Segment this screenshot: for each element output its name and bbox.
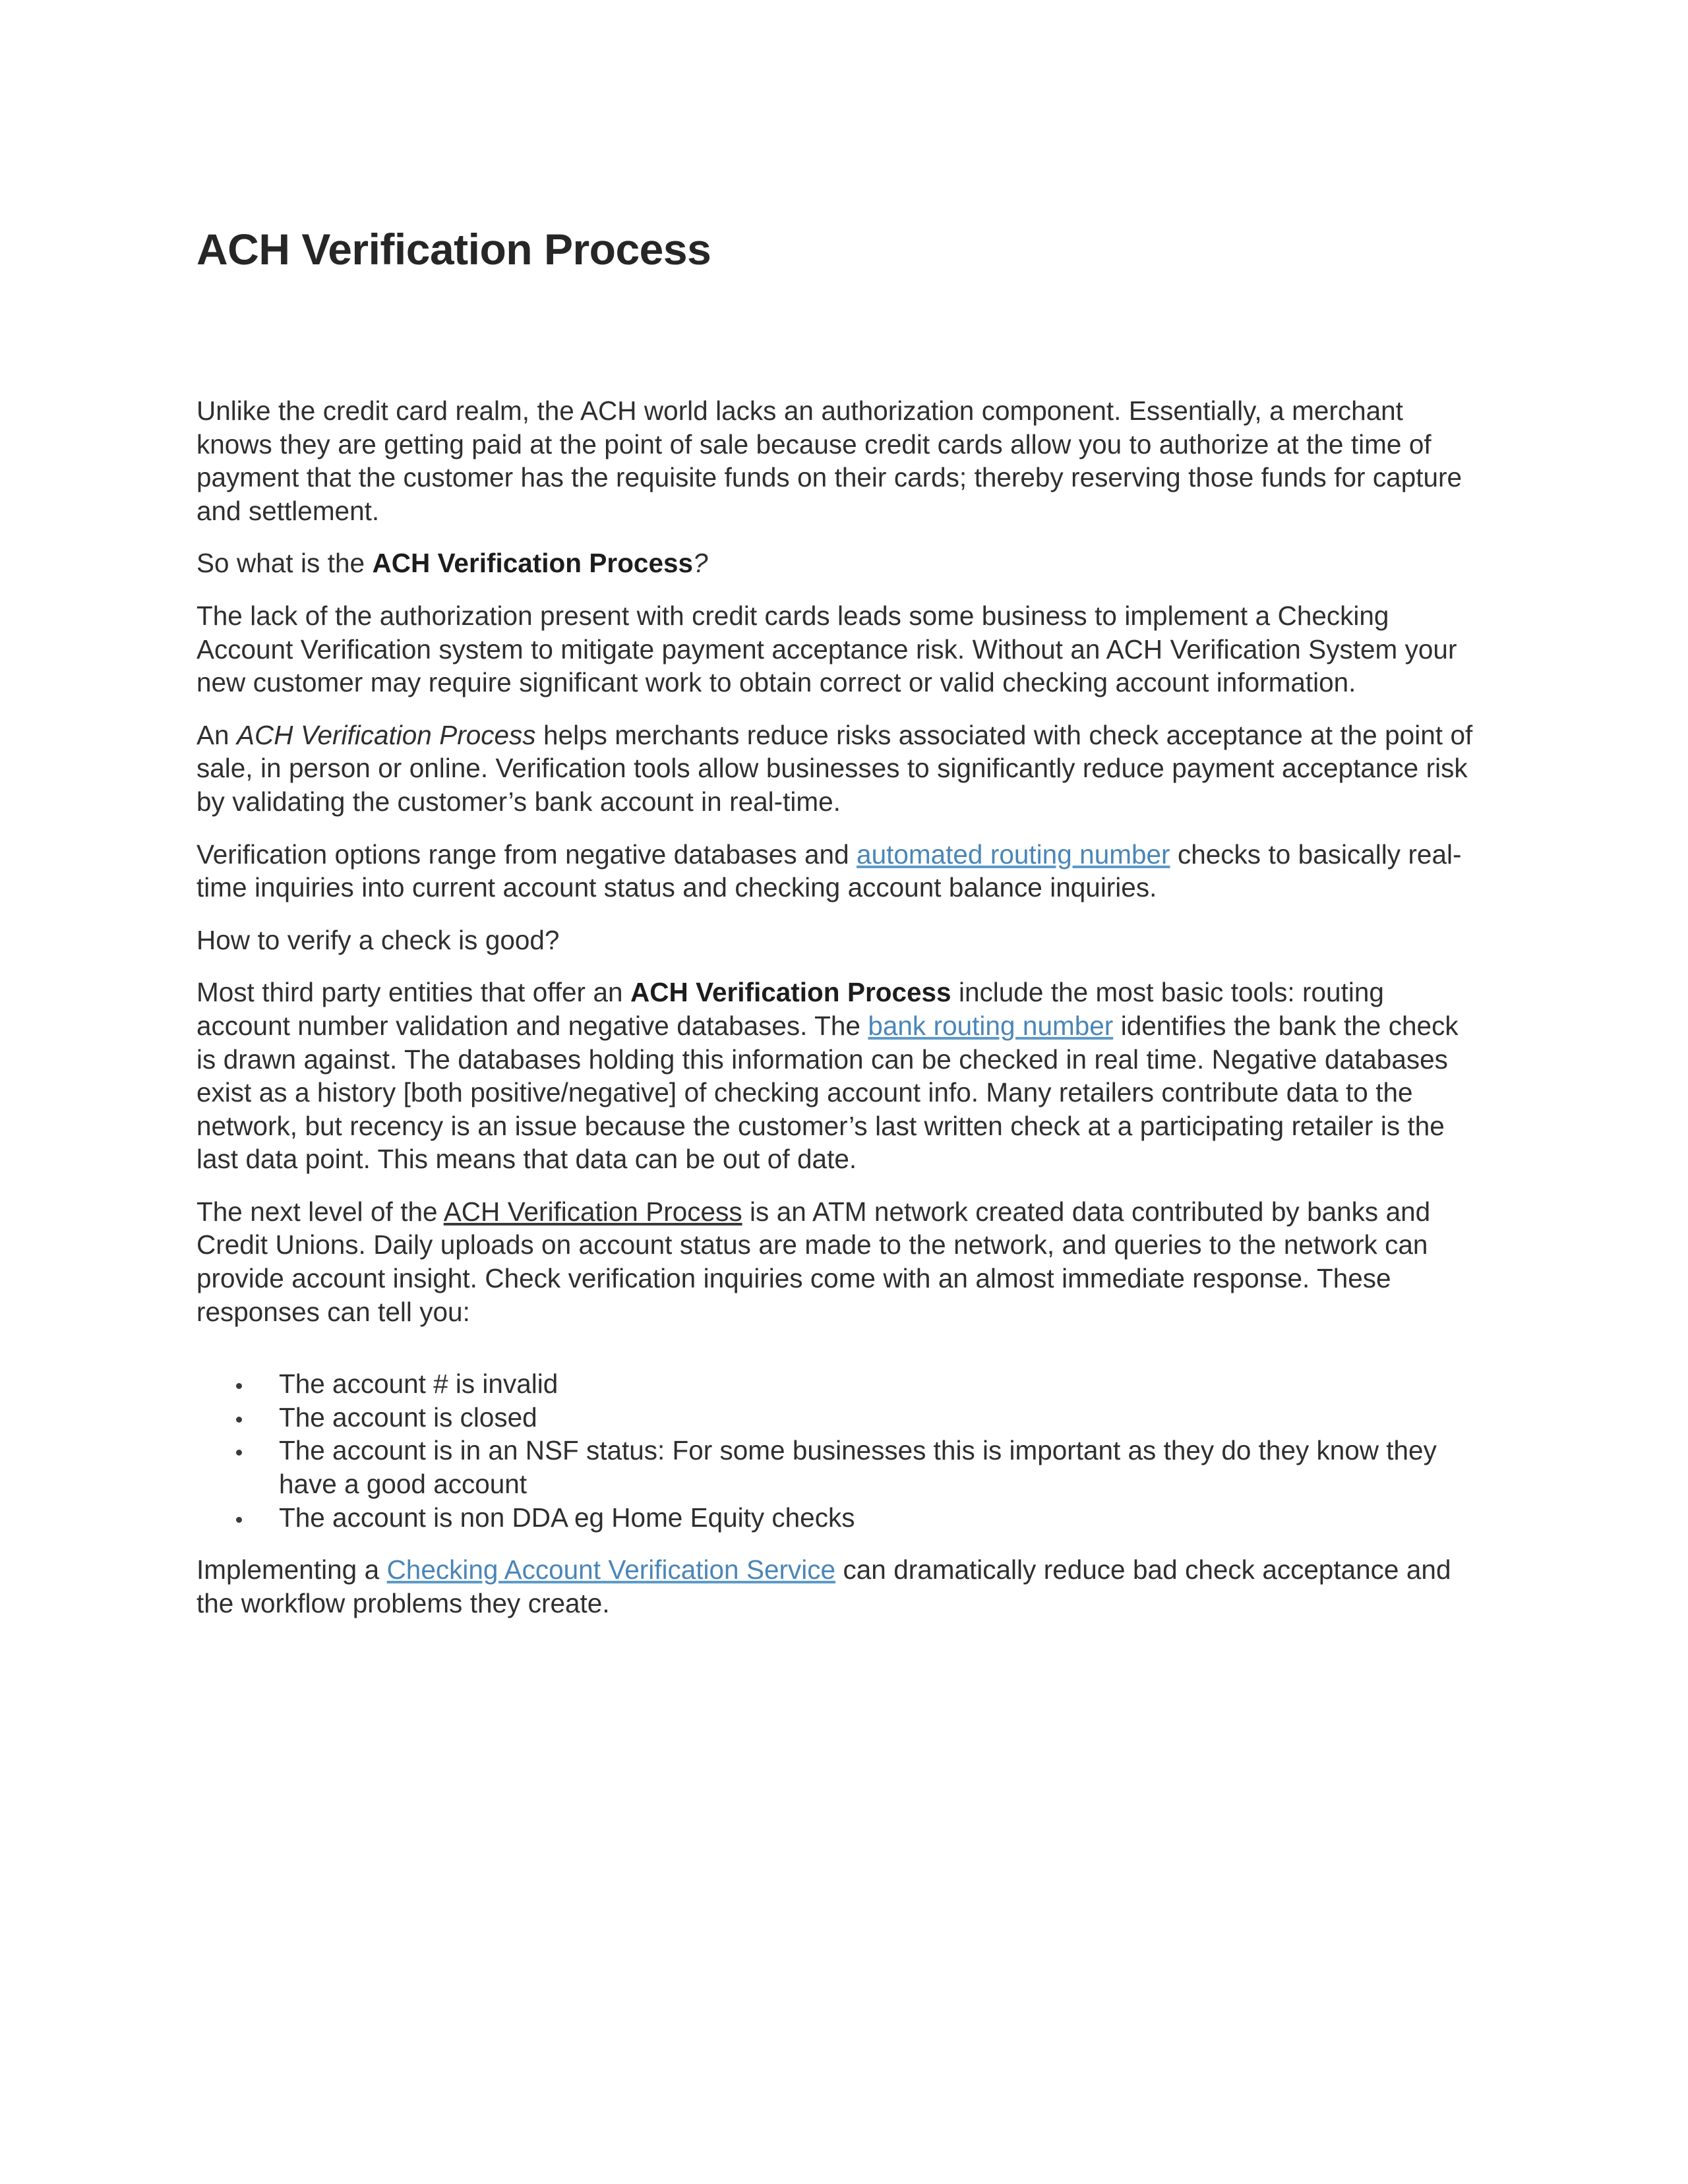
paragraph-next-level xyxy=(196,1195,1476,1328)
question-lead-text: So what is the xyxy=(196,548,373,579)
list-item xyxy=(196,1501,1476,1535)
options-tail-text: checks to basically real-time inquiries into current account status and checking account balance inquiries. xyxy=(196,839,1462,903)
response-bullet-list xyxy=(196,1367,1476,1534)
next-level-underlined-term: ACH Verification Process xyxy=(443,1196,742,1227)
paragraph-intro xyxy=(196,394,1476,527)
third-party-mid-text: include the most basic tools: routing account number validation and negative databases. The xyxy=(196,977,1384,1041)
helps-italic-term: ACH Verification Process xyxy=(237,719,536,750)
page-title: ACH Verification Process xyxy=(196,225,711,274)
list-item xyxy=(196,1434,1476,1500)
list-item-label: The account is closed xyxy=(279,1402,537,1432)
question-bold-term: ACH Verification Process xyxy=(372,548,694,579)
how-to-verify-text: How to verify a check is good? xyxy=(196,924,560,955)
helps-tail-text: helps merchants reduce risks associated with check acceptance at the point of sale, in person or online. Verification tools allow businesses to significantly reduce payment acceptance risk by validating the customer’s bank account in real-time. xyxy=(196,719,1473,817)
implementing-tail-text: can dramatically reduce bad check acceptance and the workflow problems they create. xyxy=(196,1554,1451,1618)
paragraph-third-party-entities xyxy=(196,976,1476,1176)
list-item xyxy=(196,1367,1476,1401)
checking-account-verification-service-link[interactable]: Checking Account Verification Service xyxy=(386,1554,836,1585)
list-item-label: The account is in an NSF status: For some businesses this is important as they do they know they have a good account xyxy=(279,1435,1437,1500)
list-item-label: The account # is invalid xyxy=(279,1369,558,1400)
list-item-label: The account is non DDA eg Home Equity checks xyxy=(279,1502,855,1533)
implementing-lead-text: Implementing a xyxy=(196,1554,387,1585)
list-item xyxy=(196,1401,1476,1434)
document-body xyxy=(196,394,1476,1620)
paragraph-helps-merchants xyxy=(196,719,1476,819)
question-mark: ? xyxy=(693,548,708,579)
options-lead-text: Verification options range from negative databases and xyxy=(196,839,857,870)
third-party-tail-text: identifies the bank the check is drawn against. The databases holding this information can be checked in real time. Negative databases exist as a history [both positive/negative] of checking account info. Many retailers contribute data to the network, but recency is an issue because the customer’s last written check at a participating retailer is the last data point. This means that data can be out of date. xyxy=(196,1010,1459,1175)
automated-routing-number-link[interactable]: automated routing number xyxy=(857,839,1170,870)
next-level-tail-text: is an ATM network created data contributed by banks and Credit Unions. Daily uploads on account status are made to the network, and queries to the network can provide account insight. Check verification inquiries come with an almost immediate response. These responses can tell you: xyxy=(196,1196,1431,1327)
paragraph-intro-text: Unlike the credit card realm, the ACH world lacks an authorization component. Essentially, a merchant knows they are getting paid at the point of sale because credit cards allow you to authorize at the time of payment that the customer has the requisite funds on their cards; thereby reserving those funds for capture and settlement. xyxy=(196,396,1462,526)
third-party-lead-text: Most third party entities that offer an xyxy=(196,977,630,1008)
paragraph-question-heading xyxy=(196,546,1476,580)
paragraph-verification-options xyxy=(196,838,1476,904)
third-party-bold-term: ACH Verification Process xyxy=(630,977,951,1008)
paragraph-implementing xyxy=(196,1553,1476,1620)
bullet-list-spacer xyxy=(196,1347,1476,1367)
paragraph-lack-of-authorization xyxy=(196,599,1476,699)
bank-routing-number-link[interactable]: bank routing number xyxy=(868,1010,1114,1041)
paragraph-how-to-verify xyxy=(196,924,1476,957)
helps-lead-text: An xyxy=(196,719,237,750)
next-level-lead-text: The next level of the xyxy=(196,1196,444,1227)
paragraph-lack-text: The lack of the authorization present with credit cards leads some business to implement a Checking Account Verification system to mitigate payment acceptance risk. Without an ACH Verification System your new customer may require significant work to obtain correct or valid checking account information. xyxy=(196,600,1457,698)
